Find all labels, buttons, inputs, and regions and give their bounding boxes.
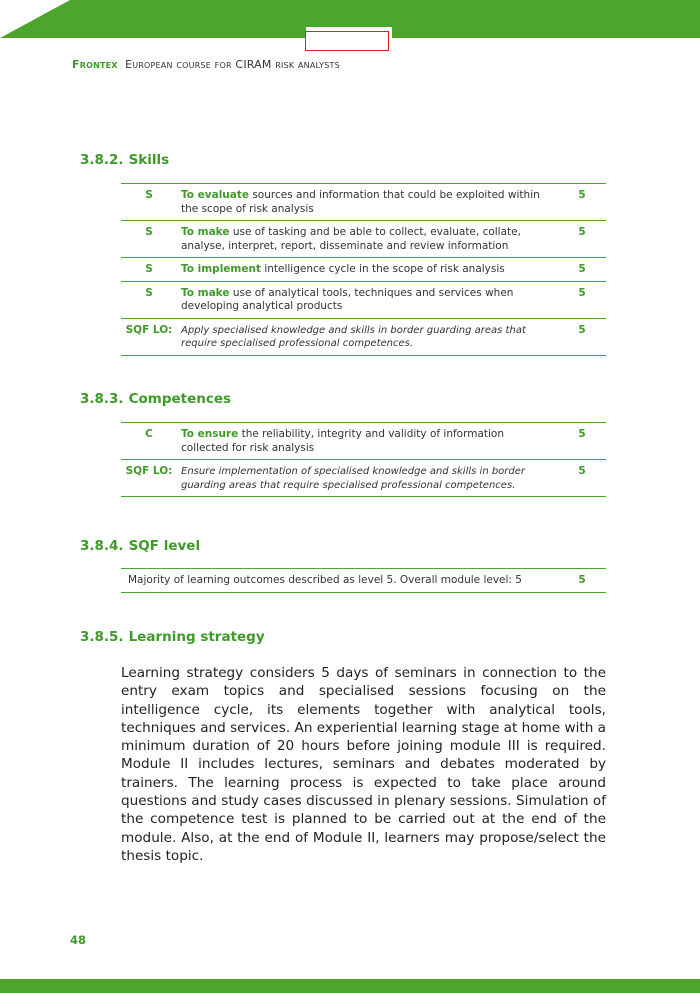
table-row xyxy=(121,221,606,258)
outcome-level: 5 xyxy=(558,184,606,221)
section-number: 3.8.5. xyxy=(80,629,124,645)
competences-table xyxy=(121,422,606,497)
outcome-code: C xyxy=(121,423,177,460)
outcome-code: S xyxy=(121,184,177,221)
action-verb: To evaluate xyxy=(181,189,249,201)
outcome-level: 5 xyxy=(558,318,606,355)
bottom-green-band xyxy=(0,979,700,993)
skills-table xyxy=(121,183,606,356)
outcome-text: intelligence cycle in the scope of risk analysis xyxy=(260,263,505,275)
outcome-level: 5 xyxy=(558,221,606,258)
outcome-level: 5 xyxy=(558,258,606,282)
section-title: SQF level xyxy=(128,538,201,554)
action-verb: To implement xyxy=(181,263,261,275)
top-band-notch xyxy=(0,0,70,38)
page-number: 48 xyxy=(70,933,87,947)
table-row xyxy=(121,423,606,460)
outcome-description xyxy=(177,258,558,282)
outcome-level: 5 xyxy=(558,423,606,460)
outcome-level: 5 xyxy=(558,281,606,318)
section-number: 3.8.4. xyxy=(80,538,124,554)
outcome-text: use of tasking and be able to collect, evaluate, collate, analyse, interpret, report, disseminate and review information xyxy=(181,226,521,252)
action-verb: To ensure xyxy=(181,428,239,440)
outcome-text: the reliability, integrity and validity of information collected for risk analysis xyxy=(181,428,505,454)
course-title: European course for CIRAM risk analysts xyxy=(125,58,340,71)
table-row xyxy=(121,258,606,282)
outcome-text: sources and information that could be exploited within the scope of risk analysis xyxy=(181,189,540,215)
action-verb: To make xyxy=(181,286,230,299)
sqf-learning-outcome: Apply specialised knowledge and skills in border guarding areas that require specialised professional competences. xyxy=(177,318,558,355)
outcome-description xyxy=(177,281,558,318)
table-row xyxy=(121,460,606,497)
section-heading-skills xyxy=(80,152,169,168)
outcome-code: S xyxy=(121,258,177,282)
learning-strategy-paragraph: Learning strategy considers 5 days of seminars in connection to the entry exam topics and specialised sessions focusing on the intelligence cycle, its elements together with analytical tools, techniques and services. An experiential learning stage at home with a minimum duration of 20 hours before joining module III is required. Module II includes lectures, seminars and debates moderated by trainers. The learning process is expected to take place around questions and study cases discussed in plenary sessions. Simulation of the competence test is planned to be carried out at the end of the module. Also, at the end of Module II, learners may propose/select the thesis topic. xyxy=(121,665,606,864)
red-outline-box xyxy=(305,31,389,51)
outcome-level: 5 xyxy=(558,460,606,497)
table-row xyxy=(121,281,606,318)
outcome-description xyxy=(177,221,558,258)
outcome-code: S xyxy=(121,281,177,318)
section-heading-learning-strategy xyxy=(80,629,265,645)
sqf-level-table xyxy=(121,568,606,593)
section-title: Skills xyxy=(128,152,170,168)
brand-name: Frontex xyxy=(72,58,118,71)
sqf-level-text: Majority of learning outcomes described as level 5. Overall module level: 5 xyxy=(121,569,558,593)
sqf-learning-outcome: Ensure implementation of specialised knowledge and skills in border guarding areas that require specialised professional competences. xyxy=(177,460,558,497)
table-row xyxy=(121,318,606,355)
section-heading-sqf-level xyxy=(80,538,200,554)
outcome-code: S xyxy=(121,221,177,258)
outcome-description xyxy=(177,423,558,460)
action-verb: To make xyxy=(181,226,230,238)
outcome-text: use of analytical tools, techniques and services when developing analytical products xyxy=(181,286,514,312)
running-header xyxy=(72,58,340,71)
outcome-level: 5 xyxy=(558,569,606,593)
section-title: Competences xyxy=(128,391,232,407)
section-number: 3.8.2. xyxy=(80,152,124,168)
outcome-code: SQF LO: xyxy=(121,460,177,497)
table-row xyxy=(121,569,606,593)
section-heading-competences xyxy=(80,391,231,407)
section-number: 3.8.3. xyxy=(80,391,124,407)
table-row xyxy=(121,184,606,221)
section-title: Learning strategy xyxy=(128,629,265,645)
outcome-description xyxy=(177,184,558,221)
outcome-code: SQF LO: xyxy=(121,318,177,355)
